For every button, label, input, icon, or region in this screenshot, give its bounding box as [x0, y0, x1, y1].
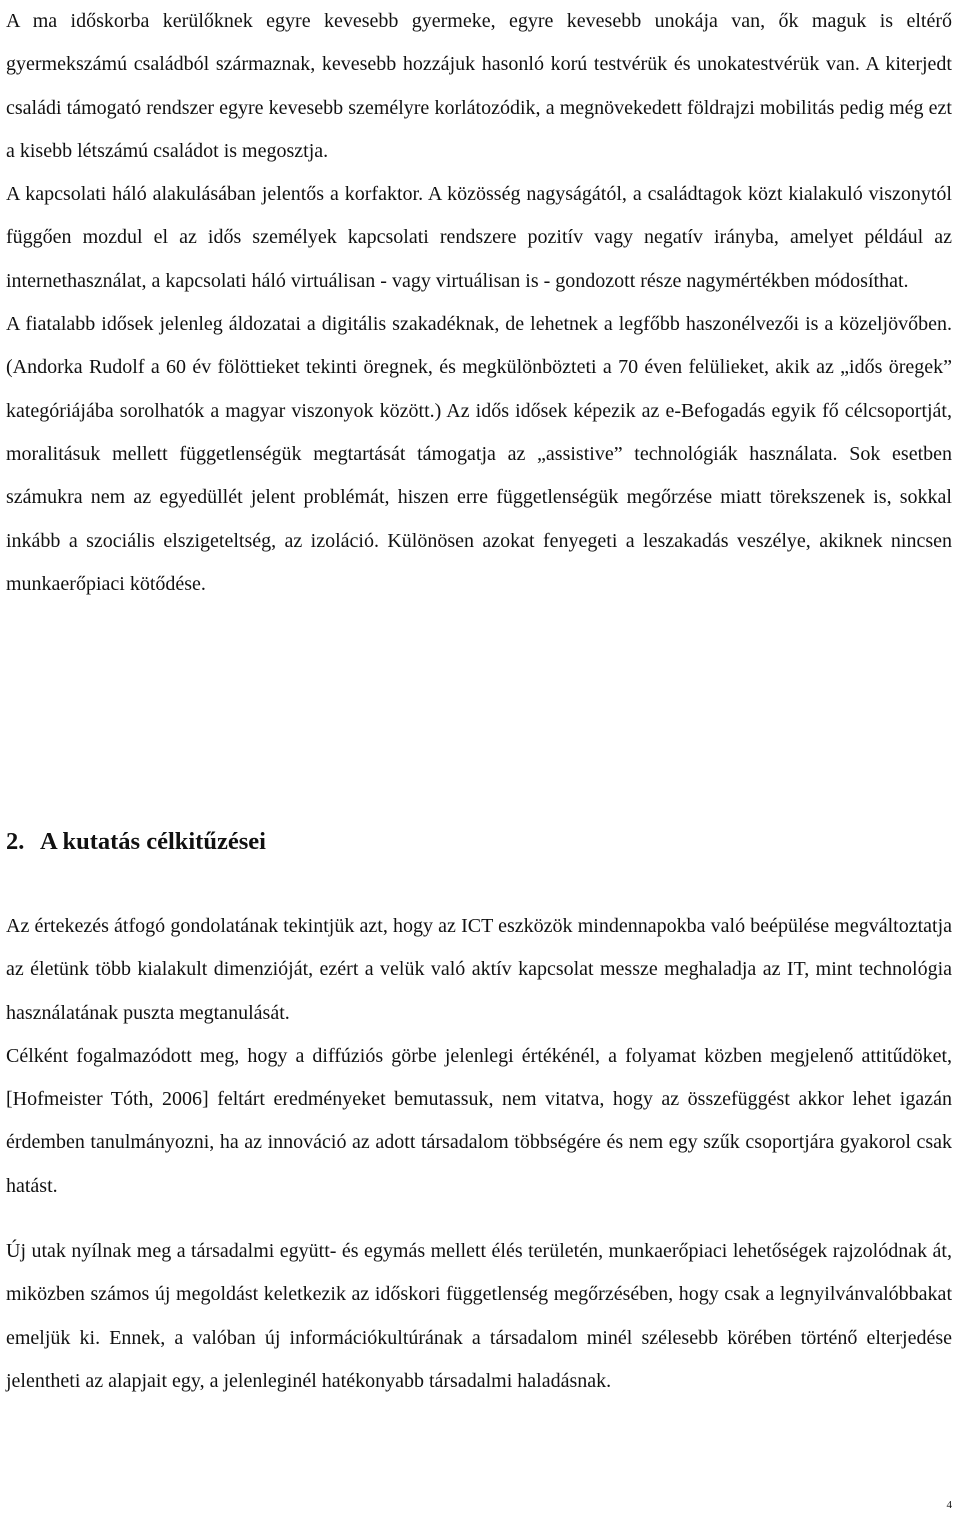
paragraph-new-opportunities: Új utak nyílnak meg a társadalmi együtt- és egymás mellett élés területén, munkaerőpiaci lehetőségek rajzolódnak át, miközben számos új megoldást keletkezik az időskori függetlenség megőrzésében, hogy csak a legnyilvánvalóbbakat emeljük ki. Ennek, a valóban új információkultúrának a társadalom minél szélesebb körében történő elterjedése jelentheti az alapjait egy, a jelenleginél hatékonyabb társadalmi haladásnak.	[6, 1240, 952, 1392]
paragraph-relationship-network: A kapcsolati háló alakulásában jelentős a korfaktor. A közösség nagyságától, a családtagok közt kialakuló viszonytól függően mozdul el az idős személyek kapcsolati rendszere pozitív vagy negatív irányba, amelyet például az internethasználat, a kapcsolati háló virtuálisan - vagy virtuálisan is - gondozott része nagymértékben módosíthat.	[6, 183, 952, 292]
section-title: A kutatás célkitűzései	[40, 828, 266, 855]
section-2-body	[6, 905, 952, 1403]
paragraph-family-structure: A ma időskorba kerülőknek egyre kevesebb gyermeke, egyre kevesebb unokája van, ők maguk is eltérő gyermekszámú családból származnak, kevesebb hozzájuk hasonló korú testvérük és unokatestvérük van. A kiterjedt családi támogató rendszer egyre kevesebb személyre korlátozódik, a megnövekedett földrajzi mobilitás pedig még ezt a kisebb létszámú családot is megosztja.	[6, 10, 952, 162]
paragraph-dissertation-thesis: Az értekezés átfogó gondolatának tekintjük azt, hogy az ICT eszközök mindennapokba való beépülése megváltoztatja az életünk több kialakult dimenzióját, ezért a velük való aktív kapcsolat messze meghaladja az IT, mint technológia használatának puszta megtanulását.	[6, 915, 952, 1024]
page-number: 4	[946, 1499, 952, 1511]
section-heading	[6, 820, 946, 864]
paragraph-spacer	[6, 1208, 952, 1230]
section-1-body	[6, 0, 952, 606]
paragraph-young-elderly: A fiatalabb idősek jelenleg áldozatai a digitális szakadéknak, de lehetnek a legfőbb haszonélvezői is a közeljövőben. (Andorka Rudolf a 60 év fölöttieket tekinti öregnek, és megkülönbözteti a 70 éven felülieket, akik az „idős öregek” kategóriájába sorolhatók a magyar viszonyok között.) Az idős idősek képezik az e-Befogadás egyik fő célcsoportját, moralitásuk mellett függetlenségük megtartását támogatja az „assistive” technológiák használata. Sok esetben számukra nem az egyedüllét jelent problémát, hiszen erre függetlenségük megőrzése miatt törekszenek is, sokkal inkább a szociális elszigeteltség, az izoláció. Különösen azokat fenyegeti a leszakadás veszélye, akiknek nincsen munkaerőpiaci kötődése.	[6, 313, 952, 595]
paragraph-research-goal: Célként fogalmazódott meg, hogy a diffúziós görbe jelenlegi értékénél, a folyamat közben megjelenő attitűdöket, [Hofmeister Tóth, 2006] feltárt eredményeket bemutassuk, nem vitatva, hogy az összefüggést akkor lehet igazán érdemben tanulmányozni, ha az innováció az adott társadalom többségére és nem egy szűk csoportjára gyakorol csak hatást.	[6, 1044, 952, 1197]
section-number: 2.	[6, 828, 25, 855]
